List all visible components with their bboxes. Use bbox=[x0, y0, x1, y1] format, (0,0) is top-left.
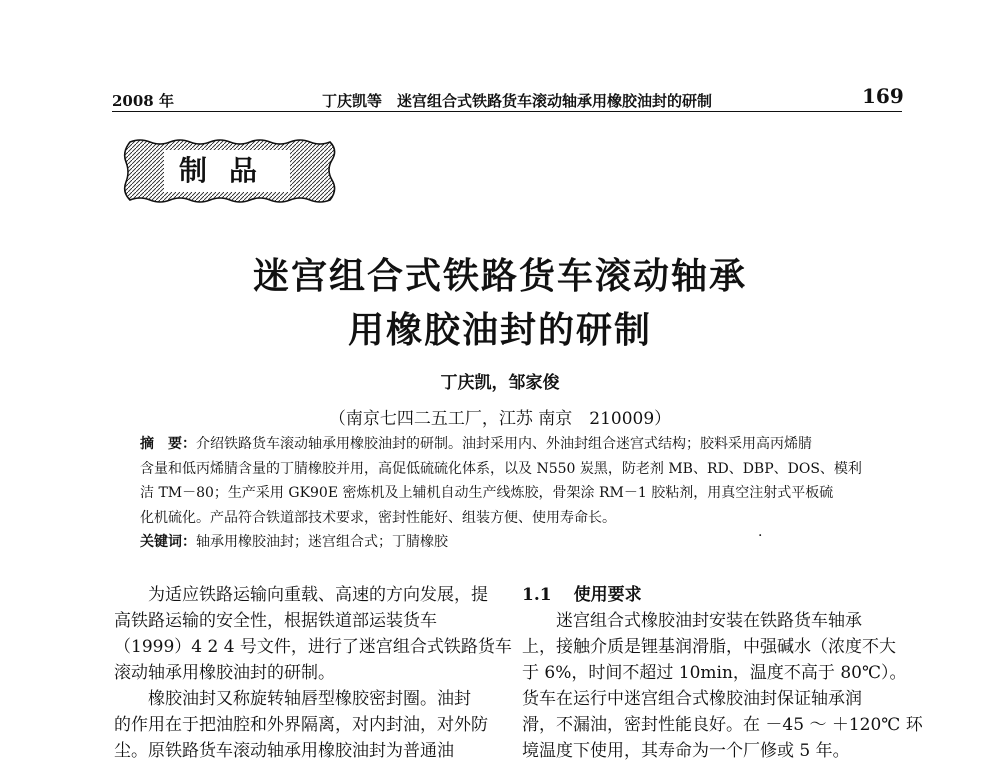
body-line: 为适应铁路运输向重载、高速的方向发展，提 bbox=[148, 585, 488, 605]
body-line: 尘。原铁路货车滚动轴承用橡胶油封为普通油 bbox=[114, 741, 454, 761]
body-column-left bbox=[114, 582, 512, 764]
affiliation: （南京七四二五工厂，江苏 南京 210009） bbox=[328, 409, 672, 429]
keywords-line bbox=[140, 530, 860, 555]
body-line: 滑，不漏油，密封性能良好。在 －45 ～ ＋120℃ 环 bbox=[522, 715, 923, 735]
stray-mark: · bbox=[758, 528, 763, 544]
section-heading bbox=[522, 582, 904, 608]
body-line: 上，接触介质是锂基润滑脂，中强碱水（浓度不大 bbox=[522, 637, 896, 657]
section-number: 1.1 bbox=[522, 585, 552, 605]
keywords-text: 轴承用橡胶油封；迷宫组合式；丁腈橡胶 bbox=[196, 534, 448, 551]
header-year: 2008 年 bbox=[112, 92, 174, 110]
paper-title-line-1: 迷宫组合式铁路货车滚动轴承 bbox=[252, 256, 747, 297]
abstract-line: 含量和低丙烯腈含量的丁腈橡胶并用，高促低硫硫化体系，以及 N550 炭黑，防老剂 MB、RD、DBP、DOS、模利 bbox=[140, 460, 862, 477]
authors: 丁庆凯，邹家俊 bbox=[440, 373, 560, 393]
header-rule bbox=[112, 111, 902, 112]
body-line: 迷宫组合式橡胶油封安装在铁路货车轴承 bbox=[556, 611, 862, 631]
abstract-text: 介绍铁路货车滚动轴承用橡胶油封的研制。油封采用内、外油封组合迷宫式结构；胶料采用高丙烯腈 bbox=[196, 436, 812, 452]
section-badge-label: 制品 bbox=[178, 154, 279, 187]
body-line: 高铁路运输的安全性，根据铁道部运装货车 bbox=[114, 611, 437, 631]
body-line: （1999）4 2 4 号文件，进行了迷宫组合式铁路货车 bbox=[114, 637, 512, 657]
body-line: 于 6%，时间不超过 10min，温度不高于 80℃）。 bbox=[522, 663, 907, 683]
body-line: 境温度下使用，其寿命为一个厂修或 5 年。 bbox=[522, 741, 850, 761]
body-line: 的作用在于把油腔和外界隔离，对内封油，对外防 bbox=[114, 715, 488, 735]
abstract bbox=[140, 432, 860, 555]
abstract-line bbox=[140, 432, 860, 457]
body-column-right bbox=[522, 582, 923, 764]
abstract-line: 化机硫化。产品符合铁道部技术要求，密封性能好、组装方便、使用寿命长。 bbox=[140, 509, 616, 526]
abstract-line: 洁 TM－80；生产采用 GK90E 密炼机及上辅机自动生产线炼胶，骨架涂 RM－1 胶粘剂，用真空注射式平板硫 bbox=[140, 485, 834, 502]
body-line: 货车在运行中迷宫组合式橡胶油封保证轴承润 bbox=[522, 689, 862, 709]
header-running-title: 丁庆凯等 迷宫组合式铁路货车滚动轴承用橡胶油封的研制 bbox=[322, 92, 713, 110]
body-line: 滚动轴承用橡胶油封的研制。 bbox=[114, 663, 335, 683]
body-line: 橡胶油封又称旋转轴唇型橡胶密封圈。油封 bbox=[148, 689, 471, 709]
section-title: 使用要求 bbox=[573, 585, 642, 605]
keywords-label: 关键词： bbox=[140, 534, 196, 551]
header-page-number: 169 bbox=[862, 84, 904, 108]
abstract-label: 摘 要： bbox=[140, 436, 196, 452]
paper-title-line-2: 用橡胶油封的研制 bbox=[347, 310, 652, 351]
